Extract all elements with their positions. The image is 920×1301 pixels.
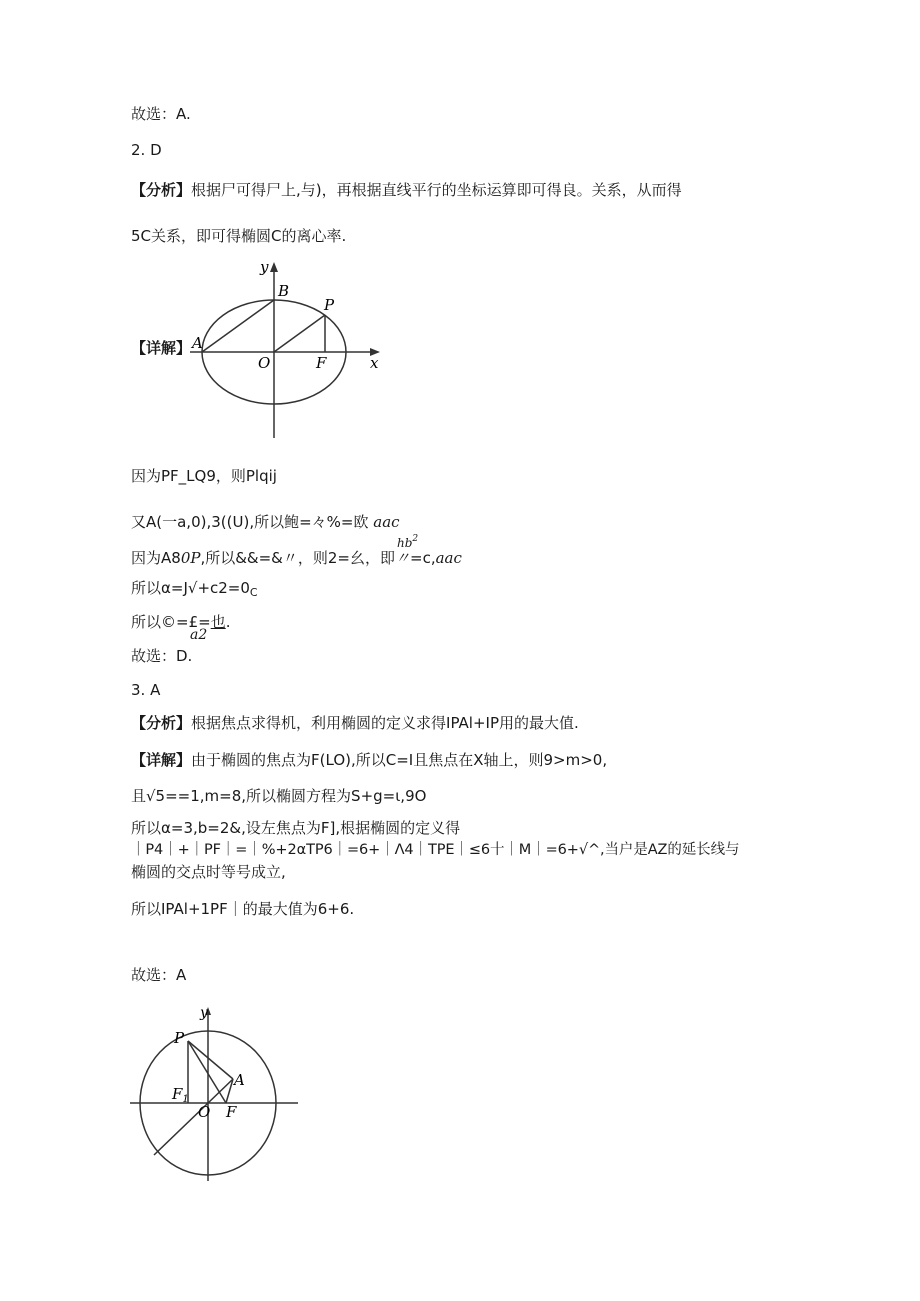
detail-tag: 【详解】 [131, 751, 192, 769]
line-analysis-2 [131, 180, 682, 200]
formula-denominator: a2 [190, 627, 208, 643]
label-f1 [171, 1085, 189, 1105]
formula-italic: 0P [180, 549, 201, 567]
segment-a-ext [154, 1079, 233, 1155]
detail-text: 由于椭圆的焦点为F(LO),所以C=I且焦点在X轴上，则9>m>0, [191, 751, 608, 769]
label-p: P [324, 296, 335, 314]
line-detail-3-4: ｜P4｜+｜PF｜=｜%+2αTP6｜=6+｜Λ4｜TPE｜≤6十｜M｜=6+√^,当户是AZ的延长线与 [131, 842, 740, 858]
label-y: y [200, 1005, 208, 1021]
ellipse-figure-2 [128, 1005, 308, 1185]
formula-italic: aac [435, 549, 462, 567]
line-conclusion-1: 故选：A. [131, 105, 191, 123]
line-analysis-2-cont: 5C关系，即可得椭圆C的离心率. [131, 227, 347, 245]
formula-text: 又A(一a,0),3((U),所以鲍=々%=欧 [131, 513, 369, 531]
formula-italic: 〃 [395, 549, 411, 567]
line-detail-3-2: 且√5==1,m=8,所以椭圆方程为S+g=ι,9O [131, 787, 427, 805]
analysis-text: 根据焦点求得机，利用椭圆的定义求得IPAl+IP用的最大值. [191, 714, 579, 732]
y-axis-arrow-icon [270, 262, 278, 272]
line-detail-2-5 [131, 612, 230, 632]
line-detail-3-3: 所以α=3,b=2&,设左焦点为F],根据椭圆的定义得 [131, 819, 461, 837]
analysis-tag: 【分析】 [131, 181, 192, 199]
line-conclusion-2: 故选：D. [131, 647, 193, 665]
segment-pf [188, 1041, 226, 1103]
analysis-text: 根据尸可得尸上,与)，再根据直线平行的坐标运算即可得良。关系，从而得 [191, 181, 682, 199]
formula-italic: aac [373, 513, 400, 531]
label-f: F [316, 354, 327, 372]
segment-pa [188, 1041, 233, 1079]
label-a: A [192, 334, 203, 352]
label-x: x [370, 354, 379, 372]
ellipse-figure-1 [186, 256, 386, 440]
line-detail-2-1: 因为PF_LQ9，则Plqij [131, 467, 277, 485]
formula-text: ,所以&&=&〃，则2=幺，即 [200, 549, 395, 567]
label-f: F [226, 1103, 237, 1121]
segment-op [274, 315, 325, 352]
detail-tag-2: 【详解】 [131, 339, 192, 357]
line-detail-2-4 [131, 578, 258, 603]
line-detail-2-3 [131, 548, 462, 568]
line-problem-3-answer: 3. A [131, 681, 161, 699]
label-f1-sub: 1 [182, 1094, 189, 1105]
analysis-tag: 【分析】 [131, 714, 192, 732]
formula-text: 因为A8 [131, 549, 181, 567]
formula-text: 所以©=£= [131, 613, 211, 631]
label-p: P [174, 1029, 185, 1047]
superscript-base: hb [397, 536, 413, 550]
line-conclusion-3: 故选：A [131, 966, 187, 984]
label-a: A [234, 1071, 245, 1089]
segment-ab [202, 300, 274, 352]
label-o: O [198, 1103, 211, 1121]
formula-text: . [225, 613, 231, 631]
label-y: y [260, 258, 269, 276]
superscript-exp: 2 [412, 534, 419, 544]
line-detail-3-5: 椭圆的交点时等号成立, [131, 863, 286, 881]
formula-text: 所以α=J√+c2=0 [131, 579, 250, 597]
label-b: B [278, 282, 290, 300]
line-problem-2-answer: 2. D [131, 141, 162, 159]
formula-subscript: C [249, 586, 258, 599]
label-f1-base: F [172, 1085, 183, 1103]
line-detail-2-2 [131, 512, 400, 532]
line-analysis-3 [131, 713, 579, 733]
label-o: O [258, 354, 271, 372]
formula-numerator: 也 [210, 613, 226, 631]
line-detail-3-1 [131, 750, 607, 770]
line-detail-3-6: 所以IPAl+1PF｜的最大值为6+6. [131, 900, 355, 918]
formula-text: =c, [410, 549, 436, 567]
